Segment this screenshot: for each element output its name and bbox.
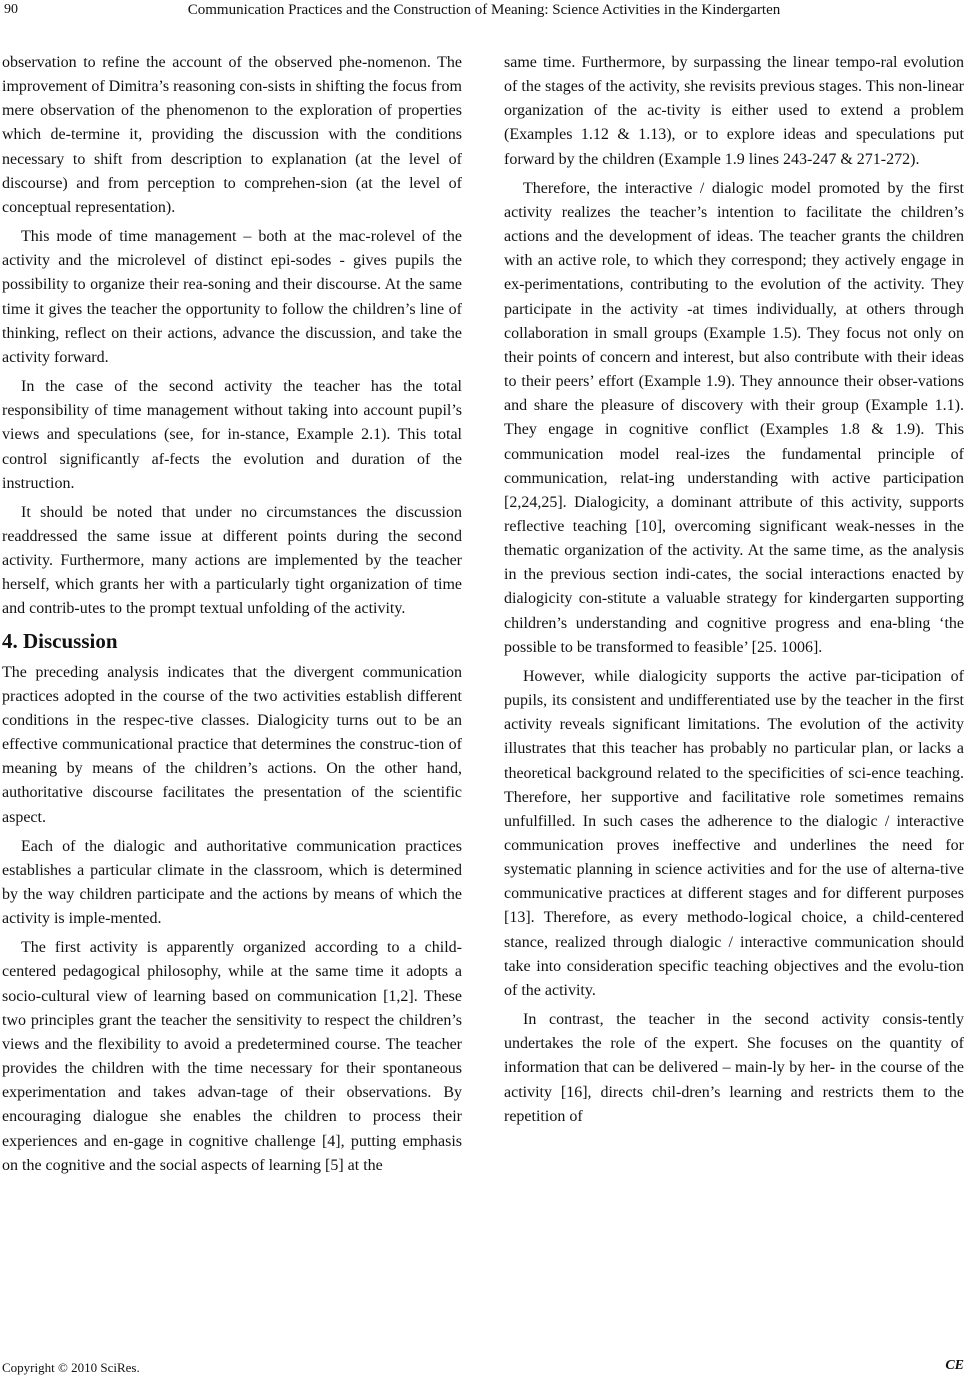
running-title: Communication Practices and the Construction of Meaning: Science Activities in the Kindergarten <box>187 2 781 18</box>
page-number: 90 <box>4 2 18 17</box>
paragraph: Therefore, the interactive / dialogic model promoted by the first activity realizes the teacher’s intention to facilitate the children’s actions and the development of ideas. The teacher grants the children with an active role, to which they correspond; they actively engage in ex-perimentations, contributing to the evolution of the activity. They participate in the activity -at times individually, at others through collaboration in small groups (Example 1.5). They focus not only on their points of concern and interest, but also contribute with their ideas to their peers’ effort (Example 1.9). They announce their obser-vations and share the pleasure of discovery with their group (Example 1.1). They engage in cognitive conflict (Examples 1.8 & 1.9). This communication model real-izes the fundamental principle of communication, relat-ing understanding with active participation [2,24,25]. Dialogicity, a dominant attribute of this activity, supports reflective teaching [10], overcoming significant weak-nesses in the thematic organization of the activity. At the same time, as the analysis in the previous section indi-cates, the social interactions enacted by dialogicity con-stitute a valuable strategy for kindergarten supporting children’s understanding and cognitive progress and ena-bling ‘the possible to be transformed to feasible’ [25. 1006]. <box>504 179 964 656</box>
paragraph: In contrast, the teacher in the second activity consis-tently undertakes the role of the expert. She focuses on the quantity of information that can be delivered – main-ly by her- in the course of the activity [16], directs chil-dren’s learning and restricts them to the repetition of <box>504 1011 964 1125</box>
paragraph: However, while dialogicity supports the active par-ticipation of pupils, its consistent and undifferentiated use by the teacher in the first activity reveals significant limitations. The evolution of the activity illustrates that this teacher has probably no particular plan, or lacks a theoretical background related to the specificities of sci-ence teaching. Therefore, her supportive and facilitative role sometimes remains unfulfilled. In such cases the adherence to the dialogic / interactive communication proves ineffective and underlines the need for systematic planning in science activities and for the use of alterna-tive communicative practices at different stages and for different purposes [13]. Therefore, as every methodo-logical choice, a child-centered stance, realized through dialogic / interactive communication should take into consideration specific teaching objectives and the evolu-tion of the activity. <box>504 667 964 999</box>
paragraph: Each of the dialogic and authoritative communication practices establishes a particular climate in the classroom, which is determined by the way children participate and the actions by means of which the activity is imple-mented. <box>2 837 462 928</box>
paragraph: observation to refine the account of the observed phe-nomenon. The improvement of Dimitra’s reasoning con-sists in shifting the focus from mere observation of the phenomenon to the exploration of properties which de-termine it, providing the discussion with the conditions necessary to shift from description to explanation (at the level of discourse) and from perception to comprehen-sion (at the level of conceptual representation). <box>2 54 462 216</box>
right-column <box>504 51 964 1134</box>
copyright-notice: Copyright © 2010 SciRes. <box>2 1360 140 1375</box>
left-column <box>2 51 462 1183</box>
paragraph: The first activity is apparently organized according to a child-centered pedagogical philosophy, while at the same time it adopts a socio-cultural view of learning based on communication [1,2]. These two principles grant the teacher the sensitivity to respect the children’s views and the flexibility to avoid a predetermined course. The teacher provides the children with the time necessary for their spontaneous experimentation and takes advan-tage of their observations. By encouraging dialogue she enables the children to process their experiences and en-gage in cognitive challenge [4], putting emphasis on the cognitive and the social aspects of learning [5] at the <box>2 939 462 1174</box>
journal-abbreviation: CE <box>945 1358 964 1373</box>
paragraph: This mode of time management – both at the mac-rolevel of the activity and the microlevel of distinct epi-sodes - gives pupils the possibility to organize their rea-soning and their discourse. At the same time it gives the teacher the opportunity to follow the children’s line of thinking, reflect on their actions, advance the discussion, and take the activity forward. <box>2 228 462 366</box>
paragraph: The preceding analysis indicates that the divergent communication practices adopted in the course of the two activities establish different conditions in the respec-tive classes. Dialogicity turns out to be an effective communicational practice that determines the construc-tion of meaning by means of the children’s actions. On the other hand, authoritative discourse facilitates the presentation of the scientific aspect. <box>2 663 462 826</box>
paragraph: It should be noted that under no circumstances the discussion readdressed the same issue at different points during the second activity. Furthermore, many actions are implemented by the teacher herself, which grants her with a particularly tight organization of time and contrib-utes to the prompt textual unfolding of the activity. <box>2 503 462 618</box>
paragraph: In the case of the second activity the teacher has the total responsibility of time management without taking into account pupil’s views and speculations (see, for in-stance, Example 2.1). This total control significantly af-fects the evolution and duration of the instruction. <box>2 378 462 492</box>
section-heading: 4. Discussion <box>2 628 118 653</box>
page-footer <box>0 1352 968 1382</box>
paragraph: same time. Furthermore, by surpassing the linear tempo-ral evolution of the stages of the activity, she revisits previous stages. This non-linear organization of the ac-tivity is either used to extend a problem (Examples 1.12 & 1.13), or to explore ideas and speculations put forward by the children (Example 1.9 lines 243-247 & 271-272). <box>504 54 964 168</box>
page-header <box>0 0 968 40</box>
